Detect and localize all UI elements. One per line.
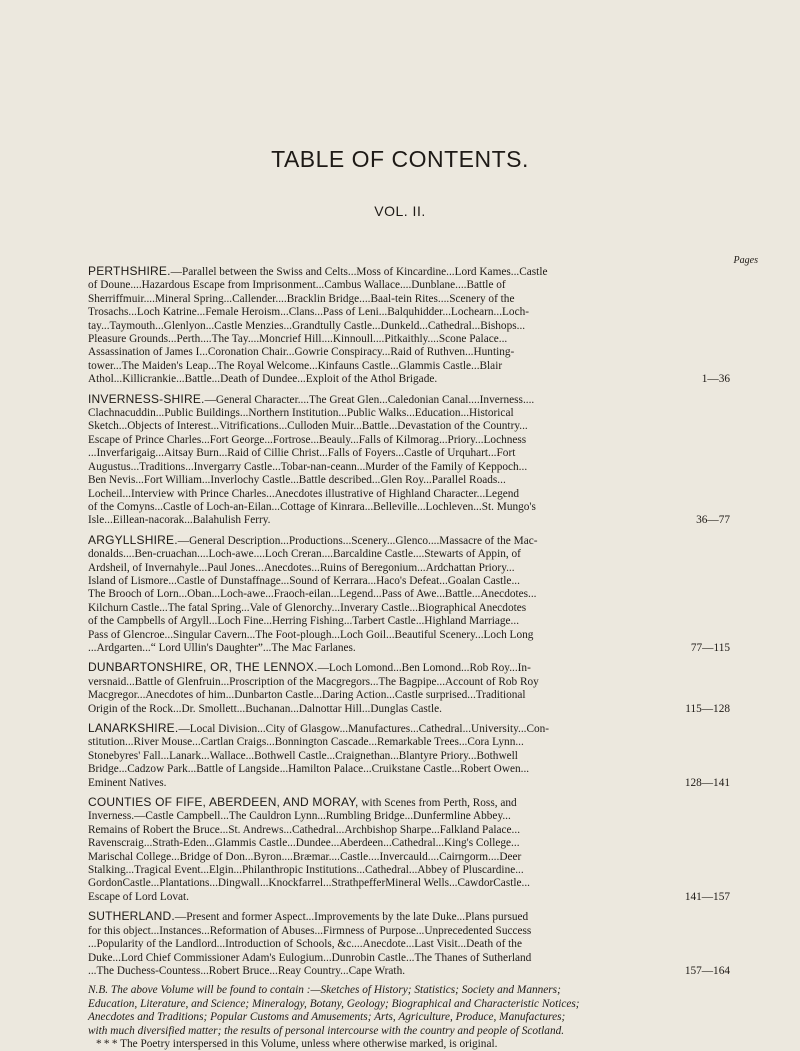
note-text: The above Volume will be found to contain :—Sketches of History; Statistics; Society and Manners;	[110, 984, 561, 997]
entry-line	[88, 265, 730, 279]
entry-line: Ben Nevis...Fort William...Inverlochy Castle...Battle described...Glen Roy...Parallel Roads...	[88, 474, 506, 487]
entry-line: for this object...Instances...Reformation of Abuses...Firmness of Purpose...Unprecedented Success	[88, 924, 532, 937]
page-range: 77—115	[690, 641, 730, 654]
page-range: 141—157	[684, 890, 730, 903]
entry-line: Trosachs...Loch Katrine...Female Heroism...Clans...Pass of Leni...Balquhidder...Lochearn...Loch-	[88, 306, 530, 319]
note-label: N.B.	[88, 984, 109, 997]
entry-line: GordonCastle...Plantations...Dingwall...Knockfarrel...StrathpefferMineral Wells...CawdorCastle...	[88, 877, 530, 890]
entry-line: donalds....Ben-cruachan....Loch-awe....Loch Creran....Barcaldine Castle....Stewarts of Appin, of	[88, 548, 521, 561]
entry-text: —Loch Lomond...Ben Lomond...Rob Roy...In-	[317, 662, 531, 675]
entry-text: —Parallel between the Swiss and Celts...Moss of Kincardine...Lord Kames...Castle	[170, 266, 548, 278]
entry-line: Sherriffmuir....Mineral Spring...Callender....Bracklin Bridge....Baal-tein Rites....Scenery of the	[88, 292, 515, 305]
entry-line: Island of Lismore...Castle of Dunstaffnage...Sound of Kerrara...Haco's Defeat...Goalan Castle...	[88, 574, 520, 587]
entry-line: stitution...River Mouse...Cartlan Craigs...Bonnington Cascade...Remarkable Trees...Cora Lynn...	[88, 736, 524, 749]
entry-line: ...Inverfarigaig...Aitsay Burn...Raid of Cillie Christ...Falls of Foyers...Castle of Urquhart...Fort	[88, 447, 516, 460]
toc-entry	[88, 796, 730, 904]
toc-entry	[88, 910, 730, 978]
entry-line: Remains of Robert the Bruce...St. Andrews...Cathedral...Archbishop Sharpe...Falkland Palace...	[88, 823, 521, 836]
toc-entry	[88, 265, 730, 387]
toc-entry	[88, 393, 730, 528]
poetry-note	[88, 1038, 730, 1051]
toc-entry	[88, 534, 730, 656]
entry-line	[88, 910, 730, 924]
entry-line: ...Popularity of the Landlord...Introduction of Schools, &c....Anecdote...Last Visit...Death of the	[88, 938, 522, 951]
entry-last-line	[88, 373, 730, 386]
entry-line: of Doune....Hazardous Escape from Imprisonment...Cambus Wallace....Dunblane....Battle of	[88, 279, 506, 292]
asterism: * * *	[96, 1037, 118, 1050]
entry-line	[88, 722, 730, 736]
entry-heading: COUNTIES OF FIFE, ABERDEEN, AND MORAY,	[88, 795, 359, 810]
entry-line: Stonebyres' Fall...Lanark...Wallace...Bothwell Castle...Craignethan...Blantyre Priory...Bothwell	[88, 749, 518, 762]
entry-line	[88, 661, 730, 675]
entry-line: Augustus...Traditions...Invergarry Castle...Tobar-nan-ceann...Murder of the Family of Keppoch...	[88, 460, 528, 473]
note-line: Education, Literature, and Science; Mineralogy, Botany, Geology; Biographical and Characteristic Notices;	[88, 997, 580, 1010]
entry-heading: DUNBARTONSHIRE, OR, THE LENNOX.	[88, 660, 318, 675]
entry-text: —General Character....The Great Glen...Caledonian Canal....Inverness....	[204, 393, 535, 406]
entry-last-line	[88, 514, 730, 527]
entry-text: ...Ardgarten...“ Lord Ullin's Daughter”...The Mac Farlanes.	[88, 641, 356, 654]
toc-entry	[88, 722, 730, 790]
entry-line	[88, 393, 730, 407]
entry-line: Escape of Prince Charles...Fort George...Fortrose...Beauly...Falls of Kilmorag...Priory...Lochness	[88, 433, 527, 446]
entry-line: Pleasure Grounds...Perth....The Tay....Moncrief Hill....Kinnoull....Pitkaithly....Scone Palace...	[88, 333, 508, 346]
page-range: 115—128	[685, 702, 730, 715]
entry-line: tower...The Maiden's Leap...The Royal Welcome...Kinfauns Castle...Glammis Castle...Blair	[88, 359, 503, 372]
entry-text: —General Description...Productions...Scenery...Glenco....Massacre of the Mac-	[177, 534, 538, 547]
entry-heading: INVERNESS-SHIRE.	[88, 391, 205, 406]
contents-list	[88, 265, 730, 1051]
entry-last-line	[88, 703, 730, 716]
entry-line: The Brooch of Lorn...Oban...Loch-awe...Fraoch-eilan...Legend...Pass of Awe...Battle...Anecdotes...	[88, 588, 537, 601]
page-range: 128—141	[684, 776, 730, 789]
entry-line: Assassination of James I...Coronation Chair...Gowrie Conspiracy...Raid of Ruthven...Hunting-	[88, 346, 515, 359]
entry-text: Isle...Eillean-nacorak...Balahulish Ferry.	[88, 514, 271, 527]
entry-line: Sketch...Objects of Interest...Vitrifications...Culloden Muir...Battle...Devastation of the Country...	[88, 420, 528, 433]
entry-line	[88, 796, 730, 810]
page-range: 157—164	[684, 964, 730, 977]
entry-line: of the Campbells of Argyll...Loch Fine...Herring Fishing...Tarbert Castle...Highland Marriage...	[88, 615, 520, 628]
note-line	[88, 984, 730, 997]
pages-column-label: Pages	[733, 255, 758, 266]
entry-text: —Local Division...City of Glasgow...Manufactures...Cathedral...University...Con-	[178, 723, 550, 735]
entry-line: Pass of Glencroe...Singular Cavern...The Foot-plough...Loch Goil...Beautiful Scenery...Loch Long	[88, 628, 534, 641]
entry-text: ...The Duchess-Countess...Robert Bruce...Reay Country...Cape Wrath.	[88, 964, 406, 977]
entry-text: Eminent Natives.	[88, 776, 167, 789]
entry-last-line	[88, 891, 730, 904]
entry-line: versnaid...Battle of Glenfruin...Proscription of the Macgregors...The Bagpipe...Account of Rob Roy	[88, 675, 539, 688]
entry-text: with Scenes from Perth, Ross, and	[358, 797, 517, 810]
page-range: 36—77	[696, 514, 730, 527]
entry-last-line	[88, 777, 730, 790]
note-line: with much diversified matter; the results of personal intercourse with the country and people of Scotland.	[88, 1024, 565, 1037]
entry-heading: PERTHSHIRE.	[88, 264, 171, 278]
toc-entry	[88, 661, 730, 716]
page-range: 1—36	[701, 373, 730, 386]
entry-line: Ardsheil, of Invernahyle...Paul Jones...Anecdotes...Ruins of Beregonium...Ardchattan Priory...	[88, 561, 515, 574]
entry-text: —Present and former Aspect...Improvements by the late Duke...Plans pursued	[174, 911, 529, 924]
entry-line: Duke...Lord Chief Commissioner Adam's Eulogium...Dunrobin Castle...The Thanes of Sutherland	[88, 951, 532, 964]
entry-line: Stalking...Tragical Event...Elgin...Philanthropic Institutions...Cathedral...Abbey of Pluscardine...	[88, 864, 524, 877]
entry-text: Athol...Killicrankie...Battle...Death of Dundee...Exploit of the Athol Brigade.	[88, 373, 438, 386]
entry-last-line	[88, 965, 730, 978]
entry-line: Macgregor...Anecdotes of him...Dunbarton Castle...Daring Action...Castle surprised...Traditional	[88, 689, 526, 702]
poetry-text: The Poetry interspersed in this Volume, unless where otherwise marked, is original.	[120, 1037, 498, 1050]
entry-line: Marischal College...Bridge of Don...Byron....Bræmar....Castle....Invercauld....Cairngorm....Deer	[88, 850, 522, 863]
entry-line: tay...Taymouth...Glenlyon...Castle Menzies...Grandtully Castle...Dunkeld...Cathedral...Bishops...	[88, 319, 526, 332]
entry-line: Kilchurn Castle...The fatal Spring...Vale of Glenorchy...Inverary Castle...Biographical Anecdotes	[88, 601, 527, 614]
volume-label: VOL. II.	[374, 203, 426, 219]
entry-heading: ARGYLLSHIRE.	[88, 532, 178, 547]
entry-line: Clachnacuddin...Public Buildings...Northern Institution...Public Walks...Education...Historical	[88, 407, 514, 420]
entry-text: Escape of Lord Lovat.	[88, 890, 190, 903]
entry-line	[88, 534, 730, 548]
entry-line: Bridge...Cadzow Park...Battle of Langside...Hamilton Palace...Cruikstane Castle...Robert Owen...	[88, 763, 530, 776]
page-title: TABLE OF CONTENTS.	[271, 146, 529, 172]
note-line: Anecdotes and Traditions; Popular Customs and Amusements; Arts, Agriculture, Produce, Manufactures;	[88, 1011, 566, 1024]
entry-line: Locheil...Interview with Prince Charles...Anecdotes illustrative of Highland Character...Legend	[88, 487, 520, 500]
entry-text: Origin of the Rock...Dr. Smollett...Buchanan...Dalnottar Hill...Dunglas Castle.	[88, 702, 442, 715]
entry-heading: LANARKSHIRE.	[88, 721, 179, 735]
entry-line: Inverness.—Castle Campbell...The Cauldron Lynn...Rumbling Bridge...Dunfermline Abbey...	[88, 810, 511, 823]
entry-last-line	[88, 642, 730, 655]
entry-line: Ravenscraig...Strath-Eden...Glammis Castle...Dundee...Aberdeen...Cathedral...King's College...	[88, 837, 520, 850]
entry-heading: SUTHERLAND.	[88, 909, 175, 924]
entry-line: of the Comyns...Castle of Loch-an-Eilan...Cottage of Kinrara...Belleville...Lochleven...St. Mungo's	[88, 500, 536, 513]
